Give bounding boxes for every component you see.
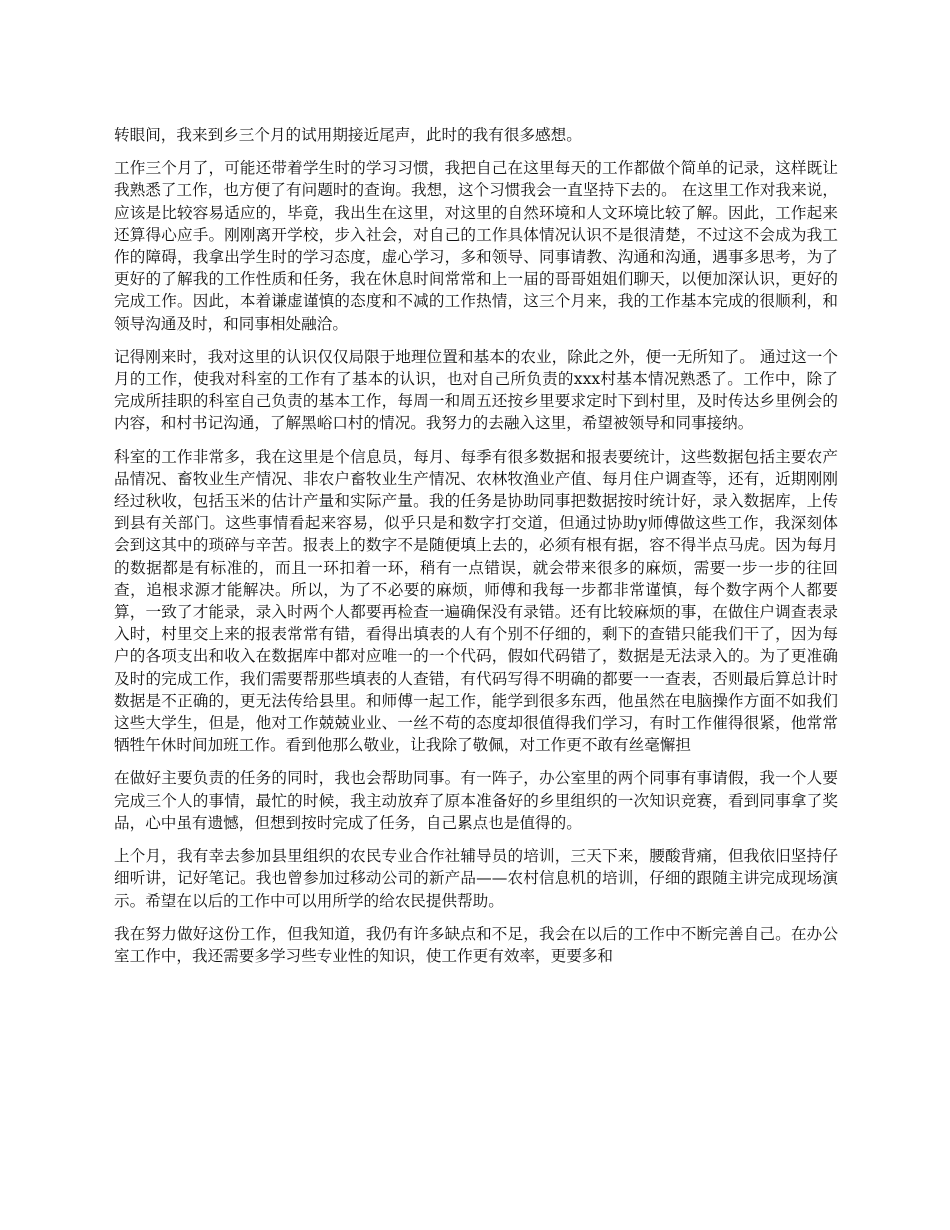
paragraph-intro: 转眼间，我来到乡三个月的试用期接近尾声，此时的我有很多感想。: [114, 126, 582, 144]
paragraph-helping-colleagues: 在做好主要负责的任务的同时，我也会帮助同事。有一阵子，办公室里的两个同事有事请假，我一个人要完成三个人的事情，最忙的时候，我主动放弃了原本准备好的乡里组织的一次知识竞赛，看到同事拿了奖品，心中虽有遗憾，但想到按时完成了任务，自己累点也是值得的。: [114, 769, 838, 832]
paragraph-office-duties: 科室的工作非常多，我在这里是个信息员，每月、每季有很多数据和报表要统计，这些数据包括主要农产品情况、畜牧业生产情况、非农户畜牧业生产情况、农林牧渔业产值、每月住户调查等，还有，近期刚刚经过秋收，包括玉米的估计产量和实际产量。我的任务是协助同事把数据按时统计好，录入数据库，上传到县有关部门。这些事情看起来容易，似乎只是和数字打交道，但通过协助y师傅做这些工作，我深刻体会到这其中的琐碎与辛苦。报表上的数字不是随便填上去的，必须有根有据，容不得半点马虎。因为每月的数据都是有标准的，而且一环扣着一环，稍有一点错误，就会带来很多的麻烦，需要一步一步的往回查，追根求源才能解决。所以，为了不必要的麻烦，师傅和我每一步都非常谨慎，每个数字两个人都要算，一致了才能录，录入时两个人都要再检查一遍确保没有录错。还有比较麻烦的事，在做住户调查表录入时，村里交上来的报表常常有错，看得出填表的人有个别不仔细的，剩下的查错只能我们干了，因为每户的各项支出和收入在数据库中都对应唯一的一个代码，假如代码错了，数据是无法录入的。为了更准确及时的完成工作，我们需要帮那些填表的人查错，有代码写得不明确的都要一一查表，否则最后算总计时数据是不正确的，更无法传给县里。和师傅一起工作，能学到很多东西，他虽然在电脑操作方面不如我们这些大学生，但是，他对工作兢兢业业、一丝不苟的态度却很值得我们学习，有时工作催得很紧，他常常牺牲午休时间加班工作。看到他那么敬业，让我除了敬佩，对工作更不敢有丝毫懈担: [114, 447, 838, 755]
paragraph-training: 上个月，我有幸去参加县里组织的农民专业合作社辅导员的培训，三天下来，腰酸背痛，但我依旧坚持仔细听讲，记好笔记。我也曾参加过移动公司的新产品——农村信息机的培训，仔细的跟随主讲完成现场演示。希望在以后的工作中可以用所学的给农民提供帮助。: [114, 847, 838, 910]
paragraph-self-improvement: 我在努力做好这份工作，但我知道，我仍有许多缺点和不足，我会在以后的工作中不断完善自己。在办公室工作中，我还需要多学习些专业性的知识，使工作更有效率，更要多和: [114, 924, 838, 965]
paragraph-work-habits: 工作三个月了，可能还带着学生时的学习习惯，我把自己在这里每天的工作都做个简单的记录，这样既让我熟悉了工作，也方便了有问题时的查询。我想，这个习惯我会一直坚持下去的。 在这里工作对我来说，应该是比较容易适应的，毕竟，我出生在这里，对这里的自然环境和人文环境比较了解。因此，工作起来还算得心应手。刚刚离开学校，步入社会，对自己的工作具体情况认识不是很清楚，不过这不会成为我工作的障碍，我拿出学生时的学习态度，虚心学习，多和领导、同事请教、沟通和沟通，遇事多思考，为了更好的了解我的工作性质和任务，我在休息时间常常和上一届的哥哥姐姐们聊天，以便加深认识，更好的完成工作。因此，本着谦虚谨慎的态度和不减的工作热情，这三个月来，我的工作基本完成的很顺利，和领导沟通及时，和同事相处融洽。: [114, 159, 838, 333]
document-body: [114, 124, 838, 978]
paragraph-first-impressions: 记得刚来时，我对这里的认识仅仅局限于地理位置和基本的农业，除此之外，便一无所知了。 通过这一个月的工作，使我对科室的工作有了基本的认识，也对自己所负责的xxx村基本情况熟悉了。工作中，除了完成所挂职的科室自己负责的基本工作，每周一和周五还按乡里要求定时下到村里，及时传达乡里例会的内容，和村书记沟通，了解黑峪口村的情况。我努力的去融入这里，希望被领导和同事接纳。: [114, 347, 838, 433]
